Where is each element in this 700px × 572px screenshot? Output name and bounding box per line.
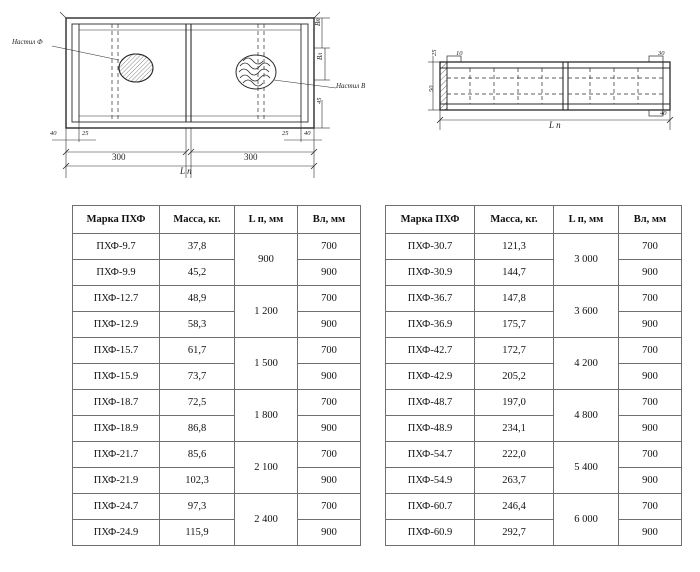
cell-vl: 700 [298,286,361,312]
table-header-row [73,206,361,234]
drawing-label: L п [549,120,561,130]
cell-mark: ПХФ-24.7 [73,494,160,520]
cell-lp: 2 400 [235,494,298,546]
cell-mass: 222,0 [475,442,554,468]
cell-mass: 205,2 [475,364,554,390]
cell-vl: 900 [619,312,682,338]
cell-mass: 48,9 [160,286,235,312]
spec-table-right-container [385,205,682,546]
cell-mark: ПХФ-18.7 [73,390,160,416]
column-header-vl: Вл, мм [619,206,682,234]
cell-mark: ПХФ-24.9 [73,520,160,546]
drawing-label: 30 [658,50,665,57]
column-header-lp: L п, мм [235,206,298,234]
cell-lp: 4 800 [554,390,619,442]
table-row [386,338,682,364]
cell-mark: ПХФ-42.7 [386,338,475,364]
cell-mass: 37,8 [160,234,235,260]
drawing-label: Вп [314,18,322,26]
drawing-label: 40 [304,130,311,137]
cell-mark: ПХФ-54.7 [386,442,475,468]
cell-vl: 900 [298,468,361,494]
cell-mark: ПХФ-15.9 [73,364,160,390]
cell-mass: 175,7 [475,312,554,338]
cell-vl: 700 [619,442,682,468]
cell-vl: 700 [298,338,361,364]
drawing-label: 45 [316,97,323,104]
cell-mass: 102,3 [160,468,235,494]
cell-vl: 700 [298,234,361,260]
drawing-label: 40 [660,110,667,117]
cell-mark: ПХФ-12.9 [73,312,160,338]
cell-vl: 700 [619,390,682,416]
cell-vl: 700 [298,442,361,468]
table-row [386,520,682,546]
table-row [73,494,361,520]
cell-mark: ПХФ-36.7 [386,286,475,312]
table-row [386,494,682,520]
cell-vl: 900 [619,416,682,442]
cell-mark: ПХФ-30.7 [386,234,475,260]
table-row [73,234,361,260]
table-row [386,286,682,312]
cell-mass: 58,3 [160,312,235,338]
cell-vl: 900 [298,416,361,442]
cell-vl: 900 [619,468,682,494]
drawing-label: Настил В [336,82,366,90]
drawing-label: 50 [428,85,435,92]
drawing-label: 10 [456,50,463,57]
column-header-lp: L п, мм [554,206,619,234]
table-row [73,416,361,442]
drawing-label: 25 [82,130,89,137]
cell-mass: 292,7 [475,520,554,546]
cell-mass: 72,5 [160,390,235,416]
cell-mass: 234,1 [475,416,554,442]
technical-drawings [0,0,700,195]
cell-lp: 2 100 [235,442,298,494]
column-header-vl: Вл, мм [298,206,361,234]
cell-mark: ПХФ-54.9 [386,468,475,494]
cell-vl: 900 [298,520,361,546]
cell-vl: 900 [298,260,361,286]
cell-mark: ПХФ-15.7 [73,338,160,364]
cell-vl: 700 [298,494,361,520]
cell-lp: 6 000 [554,494,619,546]
table-row [386,468,682,494]
plan-view [52,12,336,178]
cell-mark: ПХФ-30.9 [386,260,475,286]
cell-mark: ПХФ-42.9 [386,364,475,390]
cell-lp: 1 500 [235,338,298,390]
cell-mass: 144,7 [475,260,554,286]
column-header-mass: Масса, кг. [160,206,235,234]
cell-mass: 73,7 [160,364,235,390]
table-row [73,520,361,546]
cell-vl: 900 [298,312,361,338]
table-row [73,338,361,364]
cell-mark: ПХФ-18.9 [73,416,160,442]
cell-vl: 900 [619,520,682,546]
table-row [73,468,361,494]
table-row [386,260,682,286]
cell-mass: 172,7 [475,338,554,364]
column-header-mass: Масса, кг. [475,206,554,234]
cell-vl: 900 [298,364,361,390]
cell-vl: 700 [619,494,682,520]
cell-lp: 1 200 [235,286,298,338]
table-row [386,312,682,338]
table-row [73,312,361,338]
cell-mass: 86,8 [160,416,235,442]
cell-lp: 4 200 [554,338,619,390]
cell-mark: ПХФ-48.7 [386,390,475,416]
cell-mass: 61,7 [160,338,235,364]
cell-mark: ПХФ-36.9 [386,312,475,338]
drawing-label: Настил Ф [12,38,43,46]
cell-lp: 3 600 [554,286,619,338]
cell-mark: ПХФ-48.9 [386,416,475,442]
cell-mass: 197,0 [475,390,554,416]
cell-mass: 147,8 [475,286,554,312]
cell-mass: 97,3 [160,494,235,520]
drawing-label: 300 [112,152,126,162]
cell-mark: ПХФ-9.7 [73,234,160,260]
cell-vl: 700 [619,338,682,364]
cell-mass: 263,7 [475,468,554,494]
cell-mark: ПХФ-60.9 [386,520,475,546]
cell-vl: 700 [619,286,682,312]
drawing-label: 40 [50,130,57,137]
table-row [386,364,682,390]
cell-lp: 5 400 [554,442,619,494]
table-row [73,390,361,416]
cell-vl: 700 [298,390,361,416]
cell-mass: 121,3 [475,234,554,260]
table-row [73,364,361,390]
table-header-row [386,206,682,234]
table-row [386,234,682,260]
cell-mass: 85,6 [160,442,235,468]
cell-mark: ПХФ-60.7 [386,494,475,520]
drawing-label: 25 [431,49,438,56]
drawing-label: Вл [316,52,324,60]
section-view [428,56,673,130]
cell-mass: 45,2 [160,260,235,286]
drawing-label: 300 [244,152,258,162]
table-row [73,286,361,312]
spec-table-left-container [72,205,361,546]
spec-table-left [72,205,361,546]
table-row [386,442,682,468]
cell-lp: 3 000 [554,234,619,286]
drawing-label: 25 [282,130,289,137]
cell-vl: 700 [619,234,682,260]
table-row [386,416,682,442]
column-header-mark: Марка ПХФ [386,206,475,234]
drawing-svg [0,0,700,195]
table-row [73,442,361,468]
cell-lp: 1 800 [235,390,298,442]
table-row [73,260,361,286]
cell-vl: 900 [619,260,682,286]
cell-vl: 900 [619,364,682,390]
drawing-label: L п [180,166,192,176]
cell-mass: 115,9 [160,520,235,546]
cell-lp: 900 [235,234,298,286]
spec-table-right [385,205,682,546]
table-row [386,390,682,416]
column-header-mark: Марка ПХФ [73,206,160,234]
cell-mark: ПХФ-12.7 [73,286,160,312]
cell-mark: ПХФ-21.9 [73,468,160,494]
cell-mass: 246,4 [475,494,554,520]
cell-mark: ПХФ-9.9 [73,260,160,286]
cell-mark: ПХФ-21.7 [73,442,160,468]
